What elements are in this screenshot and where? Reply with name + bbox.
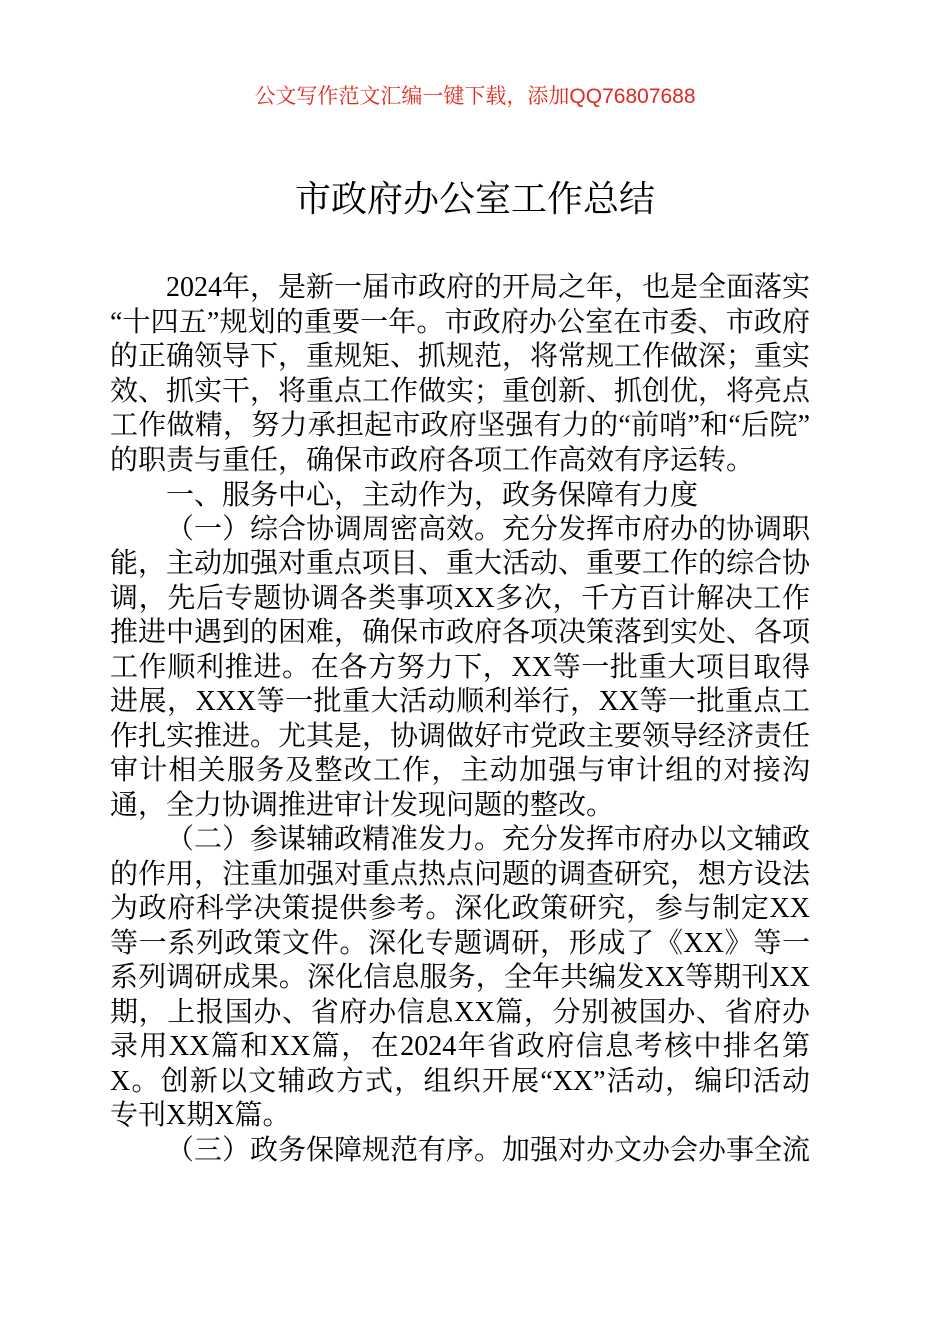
subsection-paragraph-1: （一）综合协调周密高效。充分发挥市府办的协调职能，主动加强对重点项目、重大活动、重要工作的综合协调，先后专题协调各类事项XX多次，千方百计解决工作推进中遇到的困难，确保市政府各项决策落到实处、各项工作顺利推进。在各方努力下，XX等一批重大项目取得进展，XXX等一批重大活动顺利举行，XX等一批重点工作扎实推进。尤其是，协调做好市党政主要领导经济责任审计相关服务及整改工作，主动加强与审计组的对接沟通，全力协调推进审计发现问题的整改。: [110, 513, 811, 821]
promo-banner-text: 公文写作范文汇编一键下载，添加QQ76807688: [254, 85, 696, 108]
section-heading-1: 一、服务中心，主动作为，政务保障有力度: [166, 479, 699, 510]
intro-paragraph: 2024年，是新一届市政府的开局之年，也是全面落实“十四五”规划的重要一年。市政府办公室在市委、市政府的正确领导下，重规矩、抓规范，将常规工作做深；重实效、抓实干，将重点工作做实；重创新、抓创优，将亮点工作做精，努力承担起市政府坚强有力的“前哨”和“后院”的职责与重任，确保市政府各项工作高效有序运转。: [110, 272, 811, 476]
subsection-paragraph-3-truncated: （三）政务保障规范有序。加强对办文办会办事全流: [166, 1134, 811, 1166]
document-title: 市政府办公室工作总结: [294, 178, 655, 219]
document-body: [110, 271, 810, 1168]
subsection-paragraph-2: （二）参谋辅政精准发力。充分发挥市府办以文辅政的作用，注重加强对重点热点问题的调查研究，想方设法为政府科学决策提供参考。深化政策研究，参与制定XX等一系列政策文件。深化专题调研，形成了《XX》等一系列调研成果。深化信息服务，全年共编发XX等期刊XX期，上报国办、省府办信息XX篇，分别被国办、省府办录用XX篇和XX篇，在2024年省政府信息考核中排名第X。创新以文辅政方式，组织开展“XX”活动，编印活动专刊X期X篇。: [110, 824, 811, 1131]
